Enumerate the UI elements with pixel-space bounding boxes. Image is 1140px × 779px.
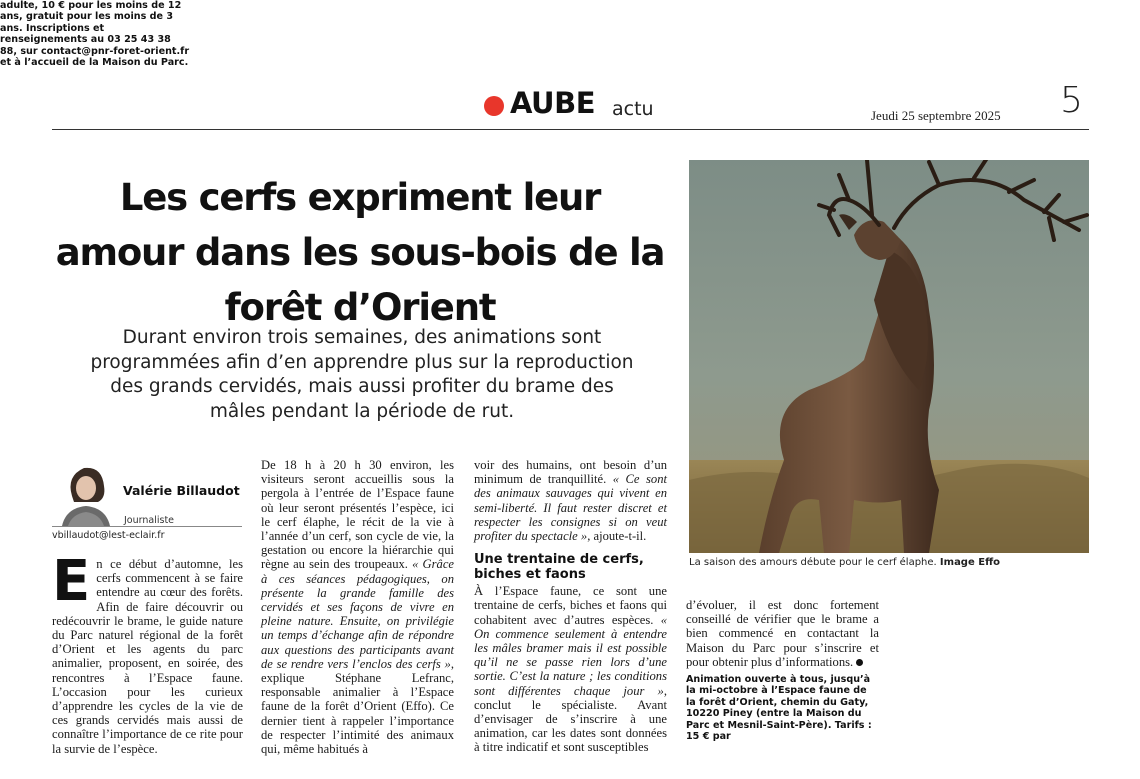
article-subhead: Une trentaine de cerfs, biches et faons [474, 552, 644, 583]
author-name: Valérie Billaudot [123, 483, 240, 498]
body-column-4 [686, 598, 879, 742]
photo-caption-text: La saison des amours débute pour le cerf élaphe. [689, 557, 937, 568]
col3-text-c: À l’Espace faune, ce sont une trentaine de cerfs, biches et faons qui cohabitent avec d’autres espèces. [474, 584, 667, 627]
author-email: vbillaudot@lest-eclair.fr [52, 530, 165, 541]
drop-cap: E [52, 549, 91, 614]
page-number: 5 [1060, 80, 1083, 121]
col3-text-b: , ajoute-t-il. [587, 529, 647, 544]
col1-text: n ce début d’automne, les cerfs commencent à se faire entendre au cœur des forêts. Afin de faire découvrir ou redécouvrir le brame, le guide nature du Parc naturel régional de la forêt d’Orient et les agents du parc animalier, proposent, en soirée, des rencontres à l’Espace faune. L’occasion pour les curieux d’apprendre les cycles de la vie de ces grands cervidés mais aussi de connaître l’importance de ce rite pour la survie de l’espèce. [52, 557, 243, 756]
col2-text-b: , explique Stéphane Lefranc, responsable animalier à l’Espace faune de la forêt d’Orient (Effo). Ce dernier tient à rappeler l’importance de respecter l’intimité des animaux qui, même habitués à [261, 656, 454, 757]
practical-info-a: Animation ouverte à tous, jusqu’à la mi-octobre à l’Espace faune de la forêt d’Orient, chemin du Gaty, 10220 Piney (entre la Maison du Parc et Mesnil-Saint-Père). Tarifs : 15 € par [686, 674, 872, 743]
header-rule [52, 129, 1089, 130]
article-headline: Les cerfs expriment leur amour dans les sous-bois de la forêt d’Orient [55, 176, 665, 329]
practical-info-b: adulte, 10 € pour les moins de 12 ans, gratuit pour les moins de 3 ans. Inscriptions et renseignements au 03 25 43 38 88, sur contact@pnr-foret-orient.fr et à l’accueil de la Maison du Parc. [0, 0, 190, 69]
col3-text-d: , conclut le spécialiste. Avant d’envisager de s’inscrire à une animation, car les dates sont données à titre indicatif et sont susceptibles [474, 683, 667, 755]
section-name: AUBE [510, 86, 596, 120]
subsection-name: actu [612, 98, 654, 120]
body-column-2 [261, 458, 454, 756]
col2-text-a: De 18 h à 20 h 30 environ, les visiteurs seront accueillis sous la pergola à l’entrée de l’Espace faune où leur seront présentés l’espèce, ici le cerf élaphe, le récit de la vie à l’année d’un cerf, son cycle de vie, la gestation ou encore la hiérarchie qui règne au sein des troupeaux. [261, 458, 454, 572]
photo-caption [689, 557, 1000, 568]
body-column-3 [474, 458, 667, 755]
article-standfirst: Durant environ trois semaines, des animations sont programmées afin d’en apprendre plus sur la reproduction des grands cervidés, mais aussi profiter du brame des mâles pendant la période de rut. [90, 327, 634, 422]
end-of-article-icon [856, 659, 863, 666]
col3-quote-b: « On commence seulement à entendre les mâles bramer mais il est possible qu’il ne se passe rien lors d’une sortie. C’est la nature ; les conditions sont différentes chaque jour » [474, 612, 667, 698]
body-column-1 [52, 549, 243, 756]
section-bullet-icon [484, 96, 504, 116]
author-avatar [52, 458, 120, 526]
photo-credit: Image Effo [939, 557, 1001, 568]
author-role: Journaliste [124, 515, 175, 526]
col2-quote: « Grâce à ces séances pédagogiques, on présente la grande famille des cervidés et ses façons de vivre en pleine nature. Ensuite, on privilégie un temps d’échange afin de répondre aux questions des participants avant de se rendre vers l’enclos des cerfs » [261, 557, 455, 671]
stag-photo [689, 160, 1089, 553]
col3-text-a: voir des humains, ont besoin d’un minimum de tranquillité. [474, 458, 667, 487]
col3-quote-a: « Ce sont des animaux sauvages qui vivent en semi-liberté. Il faut rester discret et respecter les consignes si on veut profiter du spectacle » [474, 472, 668, 544]
author-rule [52, 526, 242, 527]
issue-date: Jeudi 25 septembre 2025 [871, 108, 1001, 123]
col4-text: d’évoluer, il est donc fortement conseillé de vérifier que le brame a bien commencé en contactant la Maison du Parc pour s’inscrire et pour obtenir plus d’informations. [686, 598, 879, 669]
